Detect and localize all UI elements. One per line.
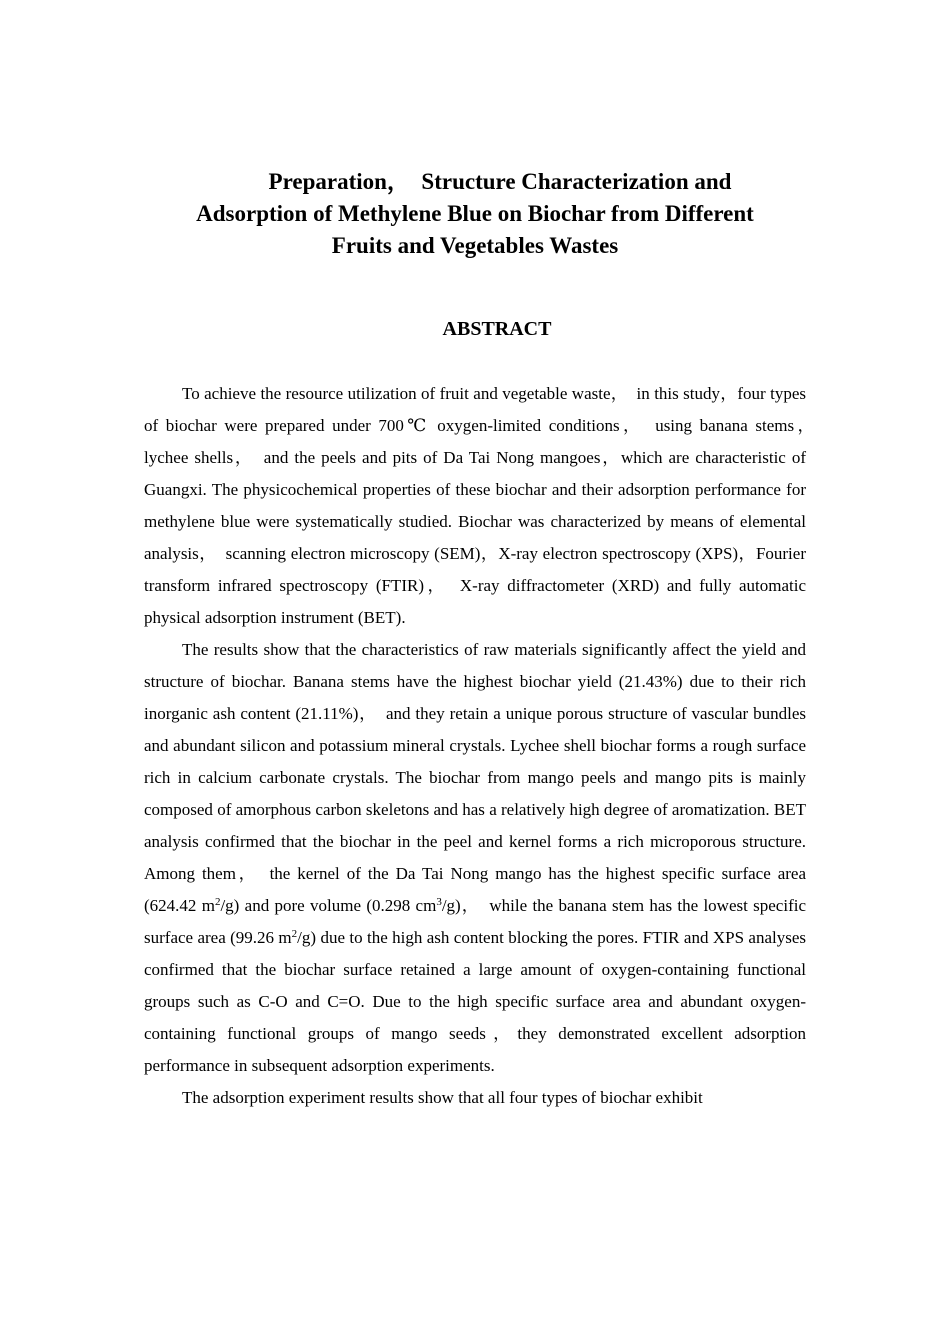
paragraph-2-text-1: The results show that the characteristics of raw materials significantly affect the yield and structure of biochar. Banana stems have the highest biochar yield (21.43%) due to their rich inorganic ash content (21.11%)， and they retain a unique porous structure of vascular bundles and abundant silicon and potassium mineral crystals. Lychee shell biochar forms a rough surface rich in calcium carbonate crystals. The biochar from mango peels and mango pits is mainly composed of amorphous carbon skeletons and has a relatively high degree of aromatization. BET analysis confirmed that the biochar in the peel and kernel forms a rich microporous structure. Among them， the kernel of the Da Tai Nong mango has the highest specific surface area (624.42 m [144,640,806,915]
superscript-2b: 2 [291,928,298,940]
abstract-paragraph-3: The adsorption experiment results show that all four types of biochar exhibit [182,1088,703,1107]
paragraph-2-text-3: /g)， while the banana stem has the lowest specific surface area (99.26 m [144,896,806,947]
title-line-3: Fruits and Vegetables Wastes [331,233,619,258]
abstract-paragraph-1: To achieve the resource utilization of fruit and vegetable waste， in this study，four types of biochar were prepared under 700℃ oxygen-limited conditions， using banana stems， lychee shells， and the peels and pits of Da Tai Nong mangoes，which are characteristic of Guangxi. The physicochemical properties of these biochar and their adsorption performance for methylene blue were systematically studied. Biochar was characterized by means of elemental analysis， scanning electron microscopy (SEM)，X-ray electron spectroscopy (XPS)，Fourier transform infrared spectroscopy (FTIR)， X-ray diffractometer (XRD) and fully automatic physical adsorption instrument (BET). [144,384,823,627]
superscript-3: 3 [436,896,442,908]
abstract-body [144,378,823,1114]
title-line-1: Preparation， Structure Characterization and [268,169,732,194]
abstract-heading: ABSTRACT [442,318,552,340]
paper-title [0,166,950,262]
abstract-paragraph-2 [144,634,806,1082]
paragraph-2-text-2: /g) and pore volume (0.298 cm [220,896,437,915]
paragraph-2-text-4: /g) due to the high ash content blocking the pores. FTIR and XPS analyses confirmed that the biochar surface retained a large amount of oxygen-containing functional groups such as C-O and C=O. Due to the high specific surface area and abundant oxygen-containing functional groups of mango seeds，they demonstrated excellent adsorption performance in subsequent adsorption experiments. [144,928,806,1075]
title-line-2: Adsorption of Methylene Blue on Biochar from Different [196,201,754,226]
superscript-2: 2 [214,896,221,908]
